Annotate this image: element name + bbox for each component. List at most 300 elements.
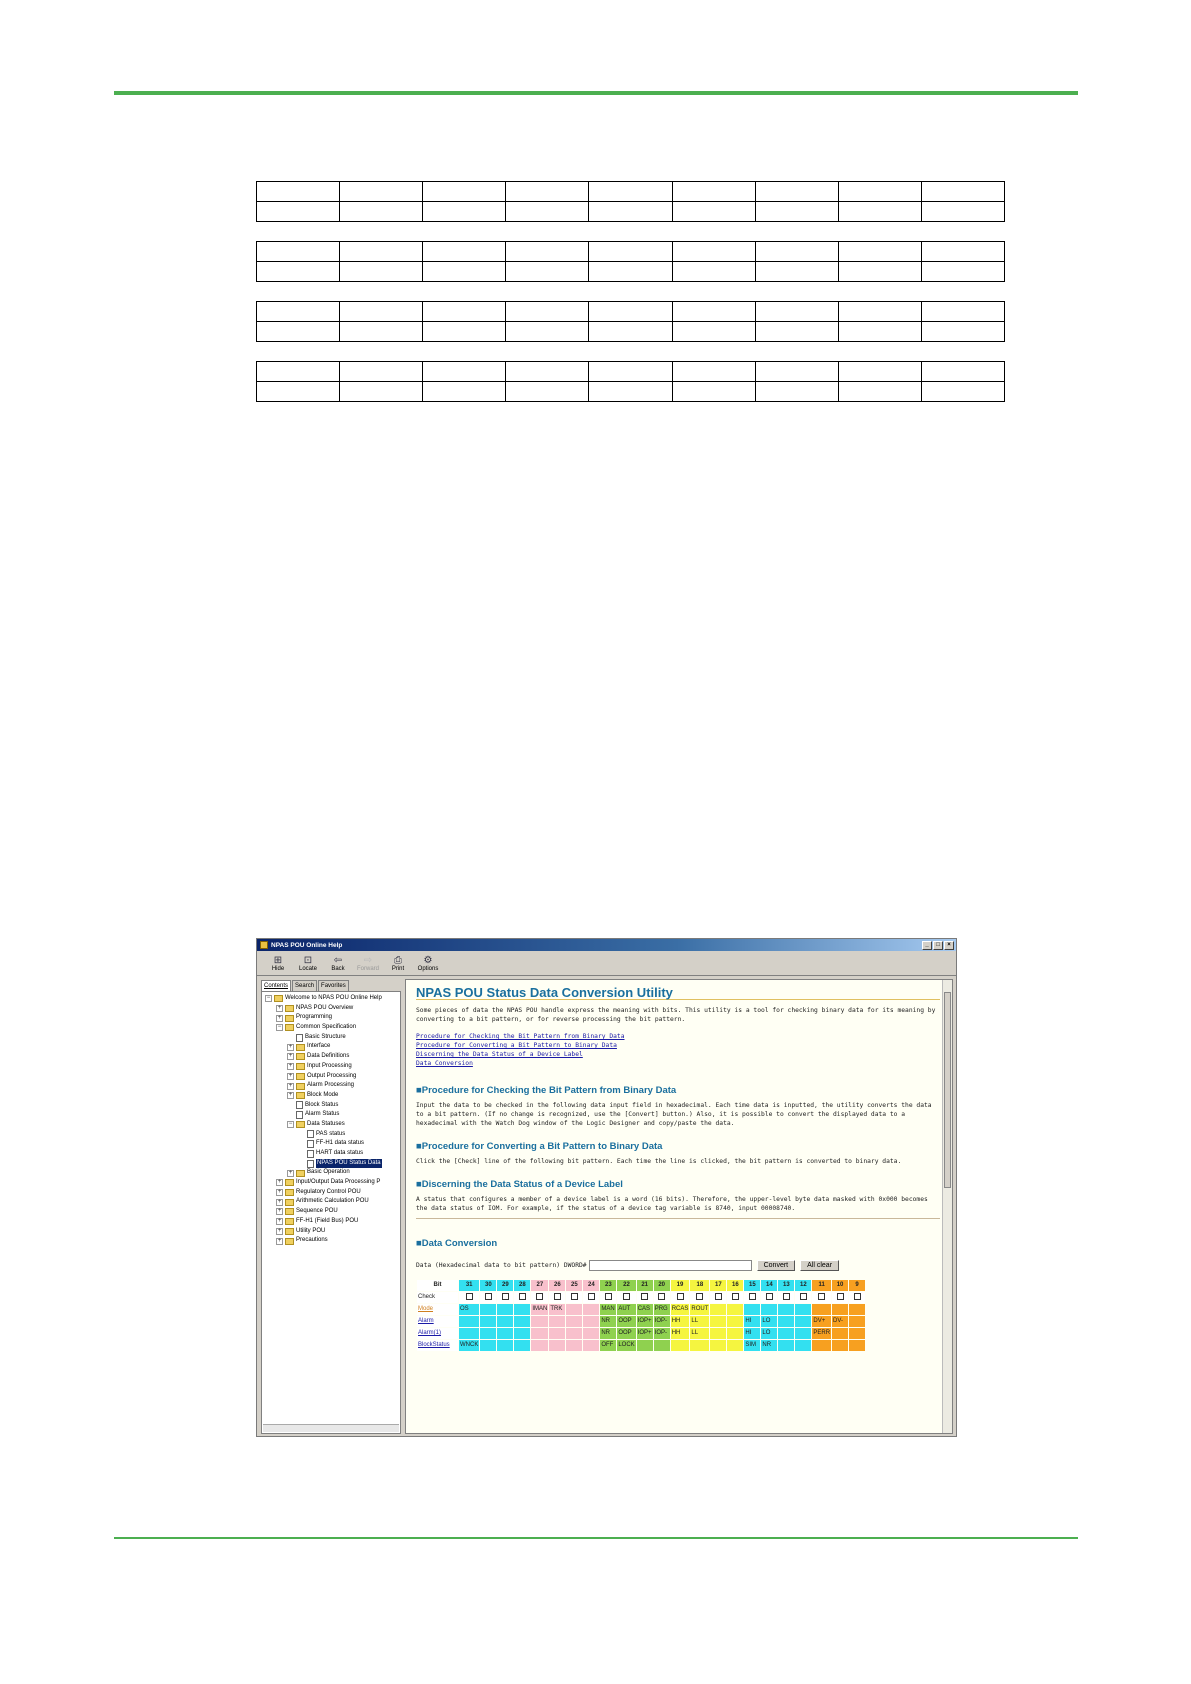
bit-checkbox[interactable] (502, 1293, 509, 1300)
check-cell[interactable] (637, 1292, 653, 1303)
folder-icon (296, 1063, 305, 1070)
section-body: Click the [Check] line of the following bit pattern. Each time the line is clicked, the bit pattern is converted to binary data. (416, 1158, 902, 1165)
check-cell[interactable] (549, 1292, 565, 1303)
tree-item[interactable] (262, 1101, 400, 1111)
folder-icon (285, 1189, 294, 1196)
bit-cell: PERR (812, 1328, 831, 1339)
section-body: Input the data to be checked in the following data input field in hexadecimal. Each time data is inputted, the utility converts the data to a bit pattern. (If no change is recognized, use the [Convert] button.) Also, it is possible to convert the displayed data to a hexadecimal with the Watch Dog window of the Logic Designer and copy/paste the data. (416, 1102, 932, 1127)
collapse-icon[interactable]: − (288, 1121, 293, 1128)
tree-item[interactable] (262, 1062, 400, 1072)
options-icon: ⚙ (423, 955, 433, 966)
folder-icon (285, 1228, 294, 1235)
toolbar-label: Back (331, 966, 345, 972)
check-cell[interactable] (531, 1292, 548, 1303)
bit-row (417, 1328, 865, 1339)
bit-checkbox[interactable] (588, 1293, 595, 1300)
bit-number: 16 (727, 1280, 743, 1291)
check-cell[interactable] (690, 1292, 709, 1303)
bit-cell (549, 1328, 565, 1339)
topic-vertical-scrollbar[interactable] (942, 980, 952, 1434)
bit-checkbox[interactable] (571, 1293, 578, 1300)
folder-icon (274, 995, 283, 1002)
folder-icon (296, 1044, 305, 1051)
check-cell[interactable] (480, 1292, 496, 1303)
bit-pattern-table (416, 1279, 866, 1352)
bit-number: 10 (832, 1280, 848, 1291)
bit-cell: ROUT (690, 1304, 709, 1315)
bit-number: 31 (459, 1280, 479, 1291)
bit-cell (795, 1304, 811, 1315)
toolbar-back-button[interactable] (323, 955, 353, 975)
tree-item[interactable] (262, 1178, 400, 1188)
topic-title: NPAS POU Status Data Conversion Utility (416, 988, 940, 1000)
expand-icon[interactable]: + (288, 1053, 293, 1060)
bit-cell (812, 1340, 831, 1351)
check-cell[interactable] (795, 1292, 811, 1303)
link-converting-bit-pattern[interactable]: Procedure for Converting a Bit Pattern to Binary Data (416, 1042, 617, 1049)
spacer (287, 1102, 294, 1109)
check-cell[interactable] (744, 1292, 760, 1303)
bit-cell (812, 1304, 831, 1315)
bit-cell (514, 1316, 530, 1327)
page-icon (296, 1111, 303, 1119)
bit-checkbox[interactable] (783, 1293, 790, 1300)
toolbar-hide-button[interactable] (263, 955, 293, 975)
expand-icon[interactable]: + (288, 1063, 293, 1070)
bit-cell (795, 1340, 811, 1351)
bit-checkbox[interactable] (800, 1293, 807, 1300)
section-heading: ■Procedure for Checking the Bit Pattern from Binary Data (416, 1085, 677, 1096)
expand-icon[interactable]: + (277, 1227, 282, 1234)
expand-icon[interactable]: + (277, 1198, 282, 1205)
bit-number: 11 (812, 1280, 831, 1291)
bit-number: 14 (761, 1280, 777, 1291)
bit-row (417, 1316, 865, 1327)
tree-item-label: Input/Output Data Processing P (296, 1179, 381, 1186)
expand-icon[interactable]: + (277, 1208, 282, 1215)
bit-cell (744, 1304, 760, 1315)
bit-cell: DV+ (812, 1316, 831, 1327)
bit-row-link[interactable]: Alarm (417, 1316, 458, 1327)
check-cell[interactable] (600, 1292, 616, 1303)
bit-cell (459, 1328, 479, 1339)
navigation-pane (261, 980, 401, 1434)
help-window-screenshot (256, 938, 957, 1437)
spacer (298, 1160, 305, 1167)
bit-cell: NR (600, 1328, 616, 1339)
bit-cell (583, 1304, 599, 1315)
bit-checkbox[interactable] (466, 1293, 473, 1300)
link-data-conversion[interactable]: Data Conversion (416, 1060, 473, 1067)
bit-number: 23 (600, 1280, 616, 1291)
bit-number: 25 (566, 1280, 582, 1291)
bit-checkbox[interactable] (485, 1293, 492, 1300)
check-cell[interactable] (710, 1292, 726, 1303)
expand-icon[interactable]: + (288, 1169, 293, 1176)
bit-cell (778, 1316, 794, 1327)
folder-icon (296, 1053, 305, 1060)
bit-cell: OS (459, 1304, 479, 1315)
folder-icon (285, 1024, 294, 1031)
tree-item-label: Arithmetic Calculation POU (296, 1198, 369, 1205)
bit-checkbox[interactable] (554, 1293, 561, 1300)
tree-item[interactable] (262, 1110, 400, 1120)
spacer (287, 1112, 294, 1119)
expand-icon[interactable]: + (288, 1082, 293, 1089)
spacer (298, 1141, 305, 1148)
bit-checkbox[interactable] (854, 1293, 861, 1300)
help-toolbar (257, 951, 956, 976)
check-cell[interactable] (727, 1292, 743, 1303)
tree-item-label: Sequence POU (296, 1208, 338, 1215)
bit-cell (531, 1316, 548, 1327)
check-cell[interactable] (514, 1292, 530, 1303)
toolbar-print-button[interactable] (383, 955, 413, 975)
bit-checkbox[interactable] (658, 1293, 665, 1300)
bit-cell (566, 1316, 582, 1327)
expand-icon[interactable]: + (288, 1043, 293, 1050)
tree-item[interactable] (262, 1120, 400, 1130)
bit-number: 21 (637, 1280, 653, 1291)
bit-number: 24 (583, 1280, 599, 1291)
conversion-heading: ■Data Conversion (416, 1238, 498, 1249)
scrollbar-thumb[interactable] (944, 992, 951, 1188)
tree-item-label: FF-H1 (Field Bus) POU (296, 1217, 359, 1224)
folder-icon (296, 1121, 305, 1128)
maximize-button[interactable]: □ (933, 941, 943, 950)
bit-number: 17 (710, 1280, 726, 1291)
minimize-button[interactable]: _ (922, 941, 932, 950)
bit-cell: IMAN (531, 1304, 548, 1315)
tree-item-label: Alarm Status (305, 1111, 340, 1118)
bit-cell: OOP (617, 1316, 635, 1327)
bit-number: 19 (671, 1280, 690, 1291)
bit-row (417, 1304, 865, 1315)
bit-number: 28 (514, 1280, 530, 1291)
expand-icon[interactable]: + (277, 1179, 282, 1186)
expand-icon[interactable]: + (277, 1237, 282, 1244)
bit-cell: DV- (832, 1316, 848, 1327)
bit-cell (637, 1340, 653, 1351)
grid-table-4 (256, 361, 1005, 402)
bit-checkbox[interactable] (715, 1293, 722, 1300)
bit-cell: HH (671, 1328, 690, 1339)
folder-icon (285, 1015, 294, 1022)
bit-checkbox[interactable] (837, 1293, 844, 1300)
bit-checkbox[interactable] (605, 1293, 612, 1300)
toolbar-locate-button[interactable] (293, 955, 323, 975)
bit-cell (531, 1328, 548, 1339)
tree-item-label: Input Processing (307, 1062, 352, 1069)
bit-cell (531, 1340, 548, 1351)
bit-cell: LOCK (617, 1340, 635, 1351)
tree-item-label: Regulatory Control POU (296, 1188, 361, 1195)
toolbar-label: Options (417, 966, 439, 972)
bit-number: 27 (531, 1280, 548, 1291)
convert-button[interactable]: Convert (757, 1260, 796, 1271)
bit-cell (566, 1340, 582, 1351)
bit-cell (514, 1328, 530, 1339)
bit-cell (778, 1328, 794, 1339)
link-device-label-status[interactable]: Discerning the Data Status of a Device Label (416, 1051, 583, 1058)
bit-cell (566, 1304, 582, 1315)
tree-item-label: NPAS POU Overview (296, 1004, 354, 1011)
bit-cell (459, 1316, 479, 1327)
tree-item-label: FF-H1 data status (316, 1140, 365, 1147)
tree-item-label: Block Mode (307, 1091, 339, 1098)
tab-favorites[interactable]: Favorites (318, 980, 349, 991)
bit-cell (795, 1328, 811, 1339)
bit-row-link[interactable]: Mode (417, 1304, 458, 1315)
bit-number: 12 (795, 1280, 811, 1291)
tree-item-label: Basic Operation (307, 1169, 350, 1176)
bit-cell: CAS (637, 1304, 653, 1315)
bit-checkbox[interactable] (766, 1293, 773, 1300)
check-cell[interactable] (832, 1292, 848, 1303)
bit-cell (549, 1340, 565, 1351)
spacer (298, 1131, 305, 1138)
check-cell[interactable] (583, 1292, 599, 1303)
bit-cell: WNCK (459, 1340, 479, 1351)
collapse-icon[interactable]: − (277, 1024, 282, 1031)
window-titlebar (257, 939, 956, 951)
bit-cell (654, 1340, 670, 1351)
bit-cell: LO (761, 1316, 777, 1327)
bit-cell: AUT (617, 1304, 635, 1315)
bit-row (417, 1340, 865, 1351)
bit-row-link[interactable]: Alarm(1) (417, 1328, 458, 1339)
section-heading: ■Procedure for Converting a Bit Pattern to Binary Data (416, 1141, 663, 1152)
bit-cell (710, 1316, 726, 1327)
tree-item-label: PAS status (316, 1130, 346, 1137)
check-cell[interactable] (671, 1292, 690, 1303)
tree-item[interactable] (262, 1139, 400, 1149)
bit-row-link[interactable]: BlockStatus (417, 1340, 458, 1351)
tree-item[interactable] (262, 1130, 400, 1140)
bit-cell (849, 1340, 865, 1351)
bit-checkbox[interactable] (641, 1293, 648, 1300)
bit-cell (480, 1316, 496, 1327)
bit-cell (690, 1340, 709, 1351)
tree-item[interactable] (262, 1013, 400, 1023)
tree-item[interactable] (262, 1236, 400, 1246)
folder-icon (285, 1208, 294, 1215)
expand-icon[interactable]: + (277, 1218, 282, 1225)
check-cell[interactable] (849, 1292, 865, 1303)
footer-rule (114, 1537, 1078, 1539)
bit-cell (583, 1316, 599, 1327)
bit-cell (761, 1304, 777, 1315)
bit-cell: LL (690, 1316, 709, 1327)
bit-cell (832, 1340, 848, 1351)
toolbar-options-button[interactable] (413, 955, 443, 975)
folder-icon (285, 1199, 294, 1206)
expand-icon[interactable]: + (277, 1014, 282, 1021)
link-checking-bit-pattern[interactable]: Procedure for Checking the Bit Pattern from Binary Data (416, 1033, 625, 1040)
bit-cell (832, 1328, 848, 1339)
check-cell[interactable] (497, 1292, 513, 1303)
tree-item[interactable] (262, 1081, 400, 1091)
bit-cell (727, 1316, 743, 1327)
page-icon (307, 1140, 314, 1148)
help-app-icon (260, 941, 268, 949)
tree-item[interactable] (262, 1023, 400, 1033)
bit-cell (832, 1304, 848, 1315)
tree-item[interactable] (262, 1042, 400, 1052)
check-cell[interactable] (617, 1292, 635, 1303)
bit-number: 20 (654, 1280, 670, 1291)
bit-checkbox[interactable] (623, 1293, 630, 1300)
expand-icon[interactable]: + (277, 1189, 282, 1196)
tree-item[interactable] (262, 1227, 400, 1237)
bit-number: 22 (617, 1280, 635, 1291)
bit-cell (727, 1328, 743, 1339)
bit-cell (778, 1340, 794, 1351)
bit-cell: TRK (549, 1304, 565, 1315)
bit-number: 30 (480, 1280, 496, 1291)
folder-icon (296, 1073, 305, 1080)
tree-item[interactable] (262, 1217, 400, 1227)
header-rule (114, 91, 1078, 95)
bit-cell (497, 1304, 513, 1315)
bit-number: 18 (690, 1280, 709, 1291)
bit-cell (710, 1328, 726, 1339)
bit-number: 9 (849, 1280, 865, 1291)
bit-cell: RCAS (671, 1304, 690, 1315)
page-icon (307, 1160, 314, 1168)
tree-item[interactable] (262, 994, 400, 1004)
collapse-icon[interactable]: − (266, 995, 271, 1002)
bit-cell (849, 1328, 865, 1339)
close-button[interactable]: × (944, 941, 954, 950)
bit-cell: PRG (654, 1304, 670, 1315)
check-cell[interactable] (654, 1292, 670, 1303)
tree-item[interactable] (262, 1033, 400, 1043)
page-icon (307, 1130, 314, 1138)
tree-horizontal-scrollbar[interactable] (263, 1424, 399, 1432)
expand-icon[interactable]: + (277, 1005, 282, 1012)
tree-item[interactable] (262, 1052, 400, 1062)
tree-item-label: HART data status (316, 1150, 364, 1156)
spacer (298, 1150, 305, 1157)
grid-table-1 (256, 181, 1005, 222)
hide-icon: ⊞ (273, 955, 283, 966)
tree-item-label: NPAS POU Status Data (316, 1159, 382, 1169)
bit-checkbox[interactable] (536, 1293, 543, 1300)
page-icon (296, 1101, 303, 1109)
tree-item[interactable] (262, 1197, 400, 1207)
bit-checkbox[interactable] (696, 1293, 703, 1300)
bit-cell: NR (761, 1340, 777, 1351)
intro-text: Some pieces of data the NPAS POU handle express the meaning with bits. This utility is a tool for checking binary data for its meaning by converting to a bit pattern, or for reverse processing the bit pattern. (416, 1007, 936, 1023)
bit-checkbox[interactable] (818, 1293, 825, 1300)
toolbar-label: Locate (298, 966, 317, 972)
bit-cell (710, 1340, 726, 1351)
bit-cell: MAN (600, 1304, 616, 1315)
bit-cell (778, 1304, 794, 1315)
tree-item[interactable] (262, 1004, 400, 1014)
bit-cell: HI (744, 1328, 760, 1339)
toolbar-label: Hide (271, 966, 285, 972)
bit-cell: HH (671, 1316, 690, 1327)
toolbar-label: Print (391, 966, 405, 972)
tree-item[interactable] (262, 1072, 400, 1082)
bit-cell (566, 1328, 582, 1339)
expand-icon[interactable]: + (288, 1072, 293, 1079)
check-cell[interactable] (566, 1292, 582, 1303)
bit-cell (583, 1340, 599, 1351)
tree-item-label: Interface (307, 1043, 331, 1050)
print-icon: ⎙ (394, 955, 402, 966)
tree-item[interactable] (262, 1091, 400, 1101)
bit-cell (480, 1340, 496, 1351)
bit-checkbox[interactable] (677, 1293, 684, 1300)
bit-header-label: Bit (417, 1280, 458, 1291)
all-clear-button[interactable]: All clear (800, 1260, 839, 1271)
bit-cell (497, 1328, 513, 1339)
topic-pane (405, 979, 953, 1434)
expand-icon[interactable]: + (288, 1092, 293, 1099)
bit-cell (480, 1328, 496, 1339)
tree-item[interactable] (262, 1159, 400, 1169)
check-cell[interactable] (459, 1292, 479, 1303)
check-cell[interactable] (761, 1292, 777, 1303)
check-row-label: Check (417, 1292, 458, 1303)
grid-table-3 (256, 301, 1005, 342)
section-heading: ■Discerning the Data Status of a Device Label (416, 1179, 623, 1190)
tree-item[interactable] (262, 1207, 400, 1217)
bit-cell (549, 1316, 565, 1327)
folder-icon (296, 1092, 305, 1099)
bit-cell: IOP- (654, 1328, 670, 1339)
bit-cell (795, 1316, 811, 1327)
check-cell[interactable] (778, 1292, 794, 1303)
bit-cell: NR (600, 1316, 616, 1327)
bit-cell: SIM (744, 1340, 760, 1351)
tree-item-label: Block Status (305, 1101, 339, 1108)
bit-checkbox[interactable] (749, 1293, 756, 1300)
bit-cell: LL (690, 1328, 709, 1339)
check-cell[interactable] (812, 1292, 831, 1303)
bit-cell (514, 1304, 530, 1315)
tree-item[interactable] (262, 1188, 400, 1198)
bit-cell (727, 1304, 743, 1315)
bit-cell (583, 1328, 599, 1339)
dword-input[interactable] (589, 1260, 752, 1271)
tree-item-label: Common Specification (296, 1024, 357, 1031)
bit-cell (849, 1316, 865, 1327)
bit-number: 26 (549, 1280, 565, 1291)
folder-icon (285, 1179, 294, 1186)
bit-cell (671, 1340, 690, 1351)
bit-checkbox[interactable] (519, 1293, 526, 1300)
folder-icon (285, 1218, 294, 1225)
tree-item-label: Welcome to NPAS POU Online Help (285, 995, 382, 1001)
tree-item[interactable] (262, 1168, 400, 1178)
tree-item[interactable] (262, 1149, 400, 1159)
bit-cell: OOP (617, 1328, 635, 1339)
folder-icon (296, 1083, 305, 1090)
tab-contents[interactable]: Contents (261, 980, 291, 991)
tree-item-label: Precautions (296, 1237, 328, 1244)
tab-search[interactable]: Search (292, 980, 317, 991)
bit-number: 29 (497, 1280, 513, 1291)
toolbar-forward-button[interactable] (353, 955, 383, 975)
page-icon (307, 1150, 314, 1158)
bit-cell: IOP+ (637, 1316, 653, 1327)
bit-cell (849, 1304, 865, 1315)
bit-checkbox[interactable] (732, 1293, 739, 1300)
